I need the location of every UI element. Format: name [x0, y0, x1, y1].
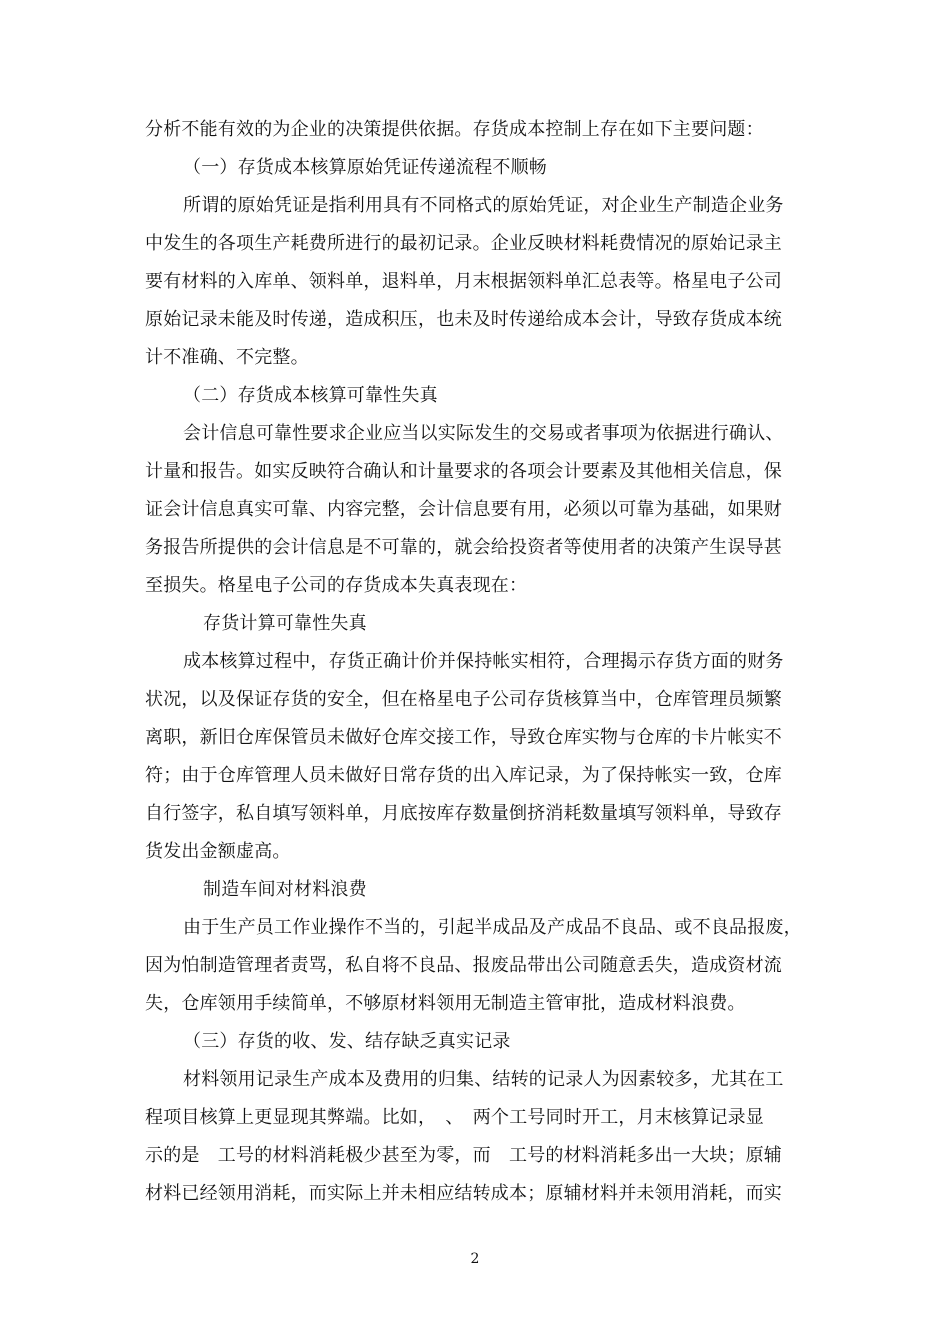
text-line: 示的是 工号的材料消耗极少甚至为零，而 工号的材料消耗多出一大块；原辅 — [145, 1145, 782, 1166]
text-line: 由于生产员工作业操作不当的，引起半成品及产成品不良品、或不良品报废， — [183, 917, 802, 938]
text-line: 中发生的各项生产耗费所进行的最初记录。企业反映材料耗费情况的原始记录主 — [145, 233, 782, 254]
text-line: 状况，以及保证存货的安全，但在格星电子公司存货核算当中，仓库管理员频繁 — [145, 689, 782, 710]
text-line: 自行签字，私自填写领料单，月底按库存数量倒挤消耗数量填写领料单，导致存 — [145, 803, 782, 824]
subsection-heading: 制造车间对材料浪费 — [203, 879, 367, 900]
text-line: 离职，新旧仓库保管员未做好仓库交接工作，导致仓库实物与仓库的卡片帐实不 — [145, 727, 782, 748]
section-heading: （二）存货成本核算可靠性失真 — [183, 385, 438, 406]
text-line: 所谓的原始凭证是指利用具有不同格式的原始凭证，对企业生产制造企业务 — [183, 195, 784, 216]
page-number: 2 — [470, 1251, 480, 1267]
text-line: 分析不能有效的为企业的决策提供依据。存货成本控制上存在如下主要问题： — [145, 119, 764, 140]
text-line: 因为怕制造管理者责骂，私自将不良品、报废品带出公司随意丢失，造成资材流 — [145, 955, 782, 976]
text-line: 要有材料的入库单、领料单，退料单，月末根据领料单汇总表等。格星电子公司 — [145, 271, 782, 292]
text-line: 材料已经领用消耗，而实际上并未相应结转成本；原辅材料并未领用消耗，而实 — [145, 1183, 782, 1204]
text-line: 务报告所提供的会计信息是不可靠的，就会给投资者等使用者的决策产生误导甚 — [145, 537, 782, 558]
text-line: 至损失。格星电子公司的存货成本失真表现在： — [145, 575, 528, 596]
text-line: 会计信息可靠性要求企业应当以实际发生的交易或者事项为依据进行确认、 — [183, 423, 784, 444]
text-line: 货发出金额虚高。 — [145, 841, 291, 862]
text-line: 符；由于仓库管理人员未做好日常存货的出入库记录，为了保持帐实一致，仓库 — [145, 765, 782, 786]
text-line: 计不准确、不完整。 — [145, 347, 309, 368]
text-line: 原始记录未能及时传递，造成积压，也未及时传递给成本会计，导致存货成本统 — [145, 309, 782, 330]
text-line: 材料领用记录生产成本及费用的归集、结转的记录人为因素较多，尤其在工 — [183, 1069, 784, 1090]
section-heading: （一）存货成本核算原始凭证传递流程不顺畅 — [183, 157, 547, 178]
text-line: 证会计信息真实可靠、内容完整，会计信息要有用，必须以可靠为基础，如果财 — [145, 499, 782, 520]
subsection-heading: 存货计算可靠性失真 — [203, 613, 367, 634]
text-line: 失，仓库领用手续简单，不够原材料领用无制造主管审批，造成材料浪费。 — [145, 993, 746, 1014]
section-heading: （三）存货的收、发、结存缺乏真实记录 — [183, 1031, 511, 1052]
text-line: 程项目核算上更显现其弊端。比如， 、 两个工号同时开工，月末核算记录显 — [145, 1107, 764, 1128]
text-line: 成本核算过程中，存货正确计价并保持帐实相符，合理揭示存货方面的财务 — [183, 651, 784, 672]
text-line: 计量和报告。如实反映符合确认和计量要求的各项会计要素及其他相关信息，保 — [145, 461, 782, 482]
